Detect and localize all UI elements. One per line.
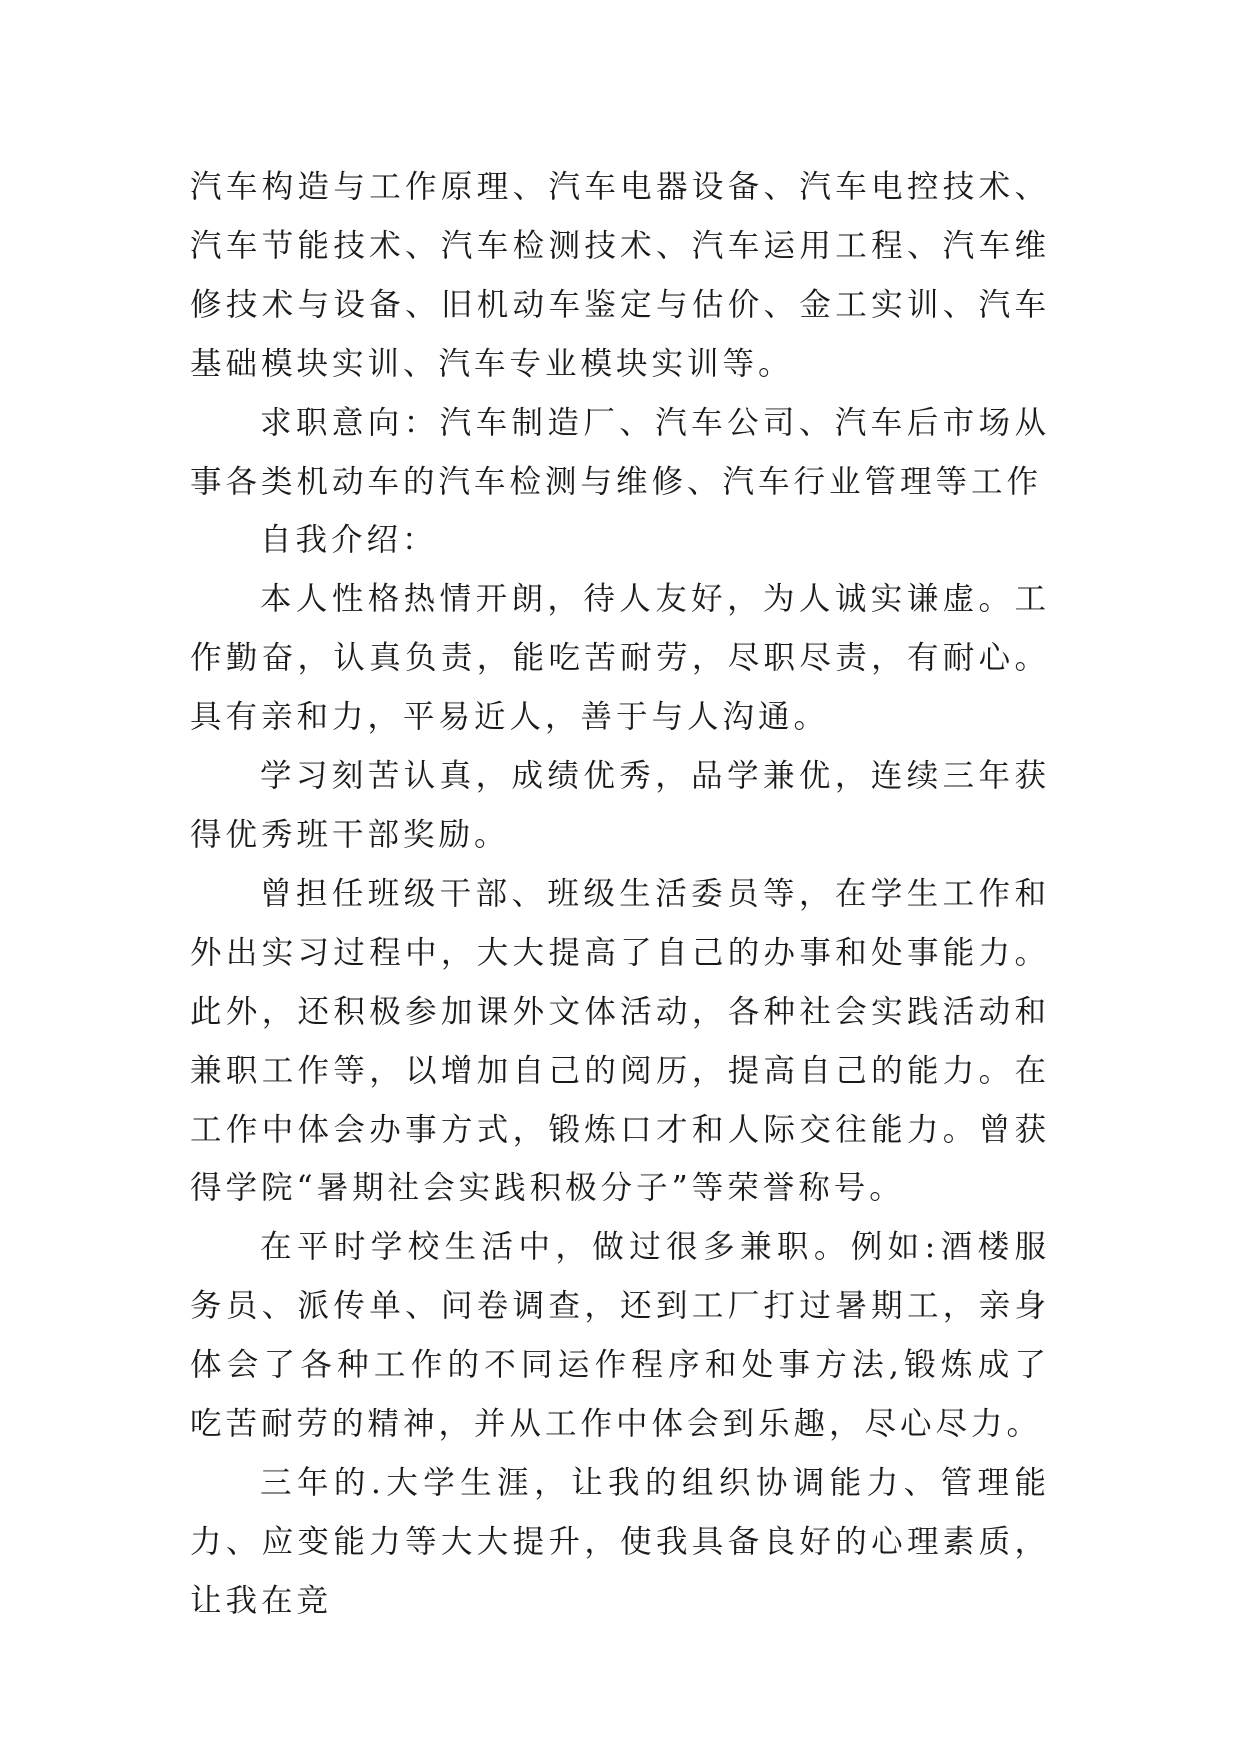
paragraph-activities: 曾担任班级干部、班级生活委员等，在学生工作和外出实习过程中，大大提高了自己的办事和处事能力。此外，还积极参加课外文体活动，各种社会实践活动和兼职工作等，以增加自己的阅历，提高自己的能力。在工作中体会办事方式，锻炼口才和人际交往能力。曾获得学院“暑期社会实践积极分子”等荣誉称号。 (190, 875, 1050, 1207)
paragraph-self-intro-heading: 自我介绍： (260, 522, 438, 559)
paragraph-part-time: 在平时学校生活中，做过很多兼职。例如:酒楼服务员、派传单、问卷调查，还到工厂打过暑期工，亲身体会了各种工作的不同运作程序和处事方法,锻炼成了吃苦耐劳的精神，并从工作中体会到乐趣，尽心尽力。 (190, 1229, 1050, 1443)
paragraph-college-life: 三年的.大学生涯，让我的组织协调能力、管理能力、应变能力等大大提升，使我具备良好的心理素质，让我在竞 (190, 1464, 1050, 1619)
document-body (190, 158, 1050, 1631)
paragraph-courses: 汽车构造与工作原理、汽车电器设备、汽车电控技术、汽车节能技术、汽车检测技术、汽车运用工程、汽车维修技术与设备、旧机动车鉴定与估价、金工实训、汽车基础模块实训、汽车专业模块实训等。 (190, 169, 1050, 382)
paragraph-job-intention: 求职意向：汽车制造厂、汽车公司、汽车后市场从事各类机动车的汽车检测与维修、汽车行业管理等工作 (190, 404, 1050, 500)
paragraph-study: 学习刻苦认真，成绩优秀，品学兼优，连续三年获得优秀班干部奖励。 (190, 758, 1050, 853)
paragraph-personality: 本人性格热情开朗，待人友好，为人诚实谦虚。工作勤奋，认真负责，能吃苦耐劳，尽职尽责，有耐心。具有亲和力，平易近人，善于与人沟通。 (190, 581, 1050, 736)
